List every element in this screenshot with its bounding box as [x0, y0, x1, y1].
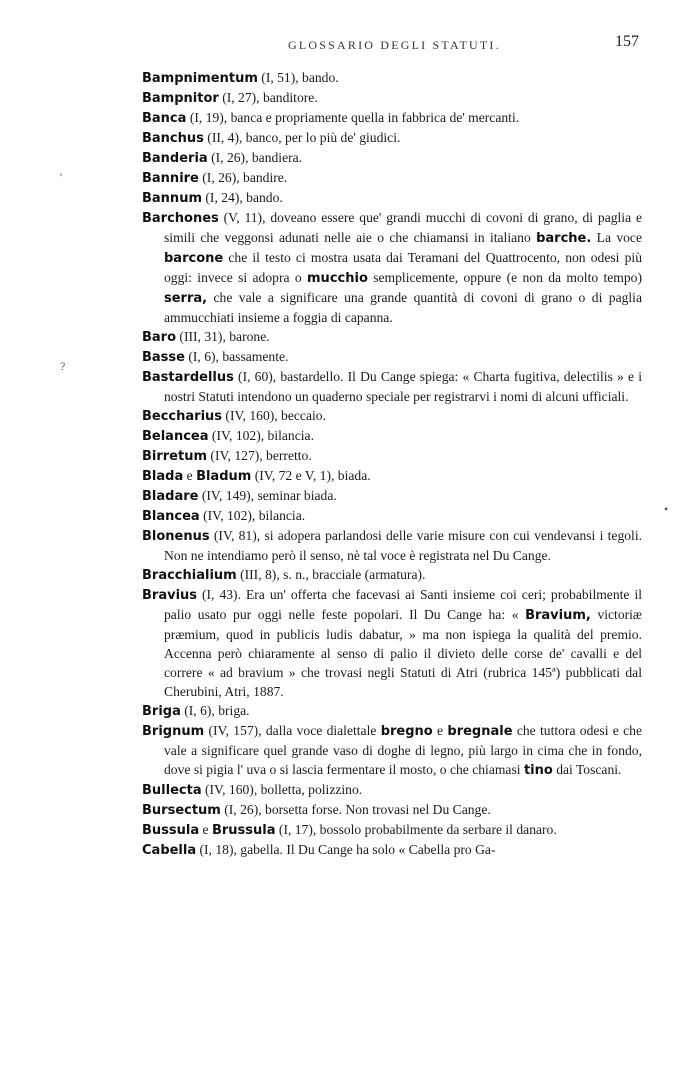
glossary-entry	[142, 526, 642, 565]
entry-text: e	[183, 468, 197, 483]
glossary-entry	[142, 367, 642, 406]
entry-headword: Briga	[142, 704, 181, 719]
entry-text: (I, 26), bandire.	[198, 170, 288, 185]
entry-term: bregnale	[447, 724, 513, 739]
entry-headword: Baro	[142, 330, 177, 345]
glossary-entry	[142, 406, 642, 426]
glossary-entry	[142, 327, 642, 347]
entry-headword: Bladare	[142, 489, 199, 504]
entry-headword: Bullecta	[142, 783, 202, 798]
glossary-entry	[142, 486, 642, 506]
entry-text: (IV, 72 e V, 1), biada.	[251, 468, 371, 483]
entry-headword: Banchus	[142, 131, 204, 146]
entry-text: (IV, 160), bolletta, polizzino.	[201, 782, 363, 797]
entry-headword: Bampnitor	[142, 91, 219, 106]
entry-text: dai Toscani.	[552, 762, 622, 777]
entry-text: (I, 24), bando.	[202, 190, 283, 205]
entry-text: (III, 8), s. n., bracciale (armatura).	[236, 567, 426, 582]
glossary-entries	[142, 68, 642, 860]
entry-term: serra,	[164, 291, 208, 306]
entry-term: Bladum	[196, 469, 252, 484]
glossary-entry	[142, 88, 642, 108]
glossary-entry	[142, 108, 642, 128]
glossary-entry	[142, 820, 642, 840]
entry-headword: Bastardellus	[142, 370, 234, 385]
entry-headword: Bravius	[142, 588, 198, 603]
entry-text: La voce	[591, 230, 642, 245]
entry-text: (I, 26), bandiera.	[207, 150, 303, 165]
entry-text: (IV, 102), bilancia.	[199, 508, 306, 523]
entry-text: (IV, 149), seminar biada.	[198, 488, 337, 503]
entry-text: (I, 19), banca e propriamente quella in fabbrica de' mercanti.	[186, 110, 520, 125]
entry-headword: Bannire	[142, 171, 199, 186]
margin-mark: ?	[60, 359, 66, 373]
entry-text: (IV, 81), si adopera parlandosi delle varie misure con cui vendevansi i tegoli. Non ne intendiamo però il senso, nè tal voce è registrata nel Du Cange.	[164, 528, 642, 563]
glossary-entry	[142, 128, 642, 148]
entry-headword: Brignum	[142, 724, 205, 739]
glossary-entry	[142, 701, 642, 721]
entry-headword: Blancea	[142, 509, 200, 524]
entry-text: (I, 26), borsetta forse. Non trovasi nel Du Cange.	[220, 802, 491, 817]
entry-text: (II, 4), banco, per lo più de' giudici.	[203, 130, 401, 145]
entry-text: (I, 60), bastardello. Il Du Cange spiega: « Charta fugitiva, delectilis » e i nostri Statuti intendono un quaderno speciale per registrarvi i nomi di alcuni ufficiali.	[164, 369, 642, 404]
entry-text: (IV, 160), beccaio.	[222, 408, 326, 423]
entry-headword: Beccharius	[142, 409, 223, 424]
entry-text: (IV, 157), dalla voce dialettale	[204, 723, 381, 738]
entry-text: e	[432, 723, 448, 738]
glossary-entry	[142, 208, 642, 327]
glossary-entry	[142, 565, 642, 585]
entry-text: (I, 51), bando.	[257, 70, 339, 85]
entry-term: Brussula	[211, 823, 276, 838]
entry-term: Bravium,	[525, 608, 591, 623]
glossary-entry	[142, 446, 642, 466]
entry-text: (I, 6), briga.	[180, 703, 250, 718]
entry-headword: Barchones	[142, 211, 219, 226]
glossary-entry	[142, 347, 642, 367]
glossary-entry	[142, 506, 642, 526]
margin-mark: '	[60, 170, 63, 184]
entry-headword: Bampnimentum	[142, 71, 258, 86]
entry-headword: Banderia	[142, 151, 208, 166]
entry-headword: Banca	[142, 111, 187, 126]
entry-headword: Bracchialium	[142, 568, 237, 583]
glossary-entry	[142, 585, 642, 701]
entry-text: (I, 17), bossolo probabilmente da serbare il danaro.	[275, 822, 557, 837]
entry-headword: Cabella	[142, 843, 197, 858]
glossary-entry	[142, 426, 642, 446]
entry-text: (I, 43). Era un' offerta che facevasi ai Santi insieme coi ceri; probabilmente il palio usato pur oggi nelle feste popolari. Il Du Cange ha: «	[164, 587, 642, 622]
glossary-entry	[142, 168, 642, 188]
entry-headword: Belancea	[142, 429, 209, 444]
entry-term: barche.	[536, 231, 592, 246]
glossary-entry	[142, 840, 642, 860]
entry-text: semplicemente, oppure (e non da molto tempo)	[367, 270, 642, 285]
entry-text: victoriæ præmium, quod in publicis ludis dabatur, » ma non ispiega la qualità del premio. Accenna però chiaramente al senso di palio il divieto delle corse de' cavalli e del correre « ad bravium » che trovasi negli Statuti di Atri (rubrica 145ª) pubblicati dal Cherubini, Atri, 1887.	[164, 607, 643, 699]
entry-headword: Bannum	[142, 191, 202, 206]
glossary-entry	[142, 800, 642, 820]
margin-mark: •	[664, 502, 669, 516]
entry-headword: Blonenus	[142, 529, 210, 544]
entry-text: (IV, 127), berretto.	[207, 448, 312, 463]
glossary-entry	[142, 148, 642, 168]
glossary-entry	[142, 721, 642, 780]
entry-term: tino	[523, 763, 553, 778]
glossary-entry	[142, 68, 642, 88]
entry-text: che vale a significare una grande quantità di covoni di grano o di paglia ammucchiati insieme a foggia di capanna.	[164, 290, 642, 325]
page-number: 157	[615, 33, 639, 50]
entry-term: mucchio	[307, 271, 368, 286]
entry-text: (III, 31), barone.	[176, 329, 270, 344]
entry-text: (IV, 102), bilancia.	[208, 428, 314, 443]
entry-text: (I, 6), bassamente.	[184, 349, 289, 364]
glossary-entry	[142, 780, 642, 800]
entry-headword: Bursectum	[142, 803, 221, 818]
glossary-entry	[142, 466, 642, 486]
entry-headword: Basse	[142, 350, 185, 365]
entry-text: e	[199, 822, 212, 837]
entry-term: bregno	[380, 724, 433, 739]
entry-headword: Birretum	[142, 449, 208, 464]
glossary-entry	[142, 188, 642, 208]
running-title: GLOSSARIO DEGLI STATUTI.	[288, 38, 501, 52]
entry-headword: Bussula	[142, 823, 200, 838]
entry-text: che il testo ci mostra usata dai Teramani del Quattrocento, non odesi più oggi: invece si adopra o	[164, 250, 642, 285]
entry-text: (I, 27), banditore.	[218, 90, 318, 105]
entry-text: (V, 11), doveano essere que' grandi mucchi di covoni di grano, di paglia e simili che veggonsi adunati nelle aie o che chiamansi in italiano	[164, 210, 642, 245]
entry-headword: Blada	[142, 469, 184, 484]
entry-term: barcone	[164, 251, 224, 266]
entry-text: (I, 18), gabella. Il Du Cange ha solo « Cabella pro Ga-	[196, 842, 496, 857]
entry-text: che tuttora odesi e che vale a significare quel grande vaso di doghe di legno, più largo in cima che in fondo, dove si pigia l' uva o si lascia fermentare il mosto, o che chiamasi	[164, 723, 642, 777]
